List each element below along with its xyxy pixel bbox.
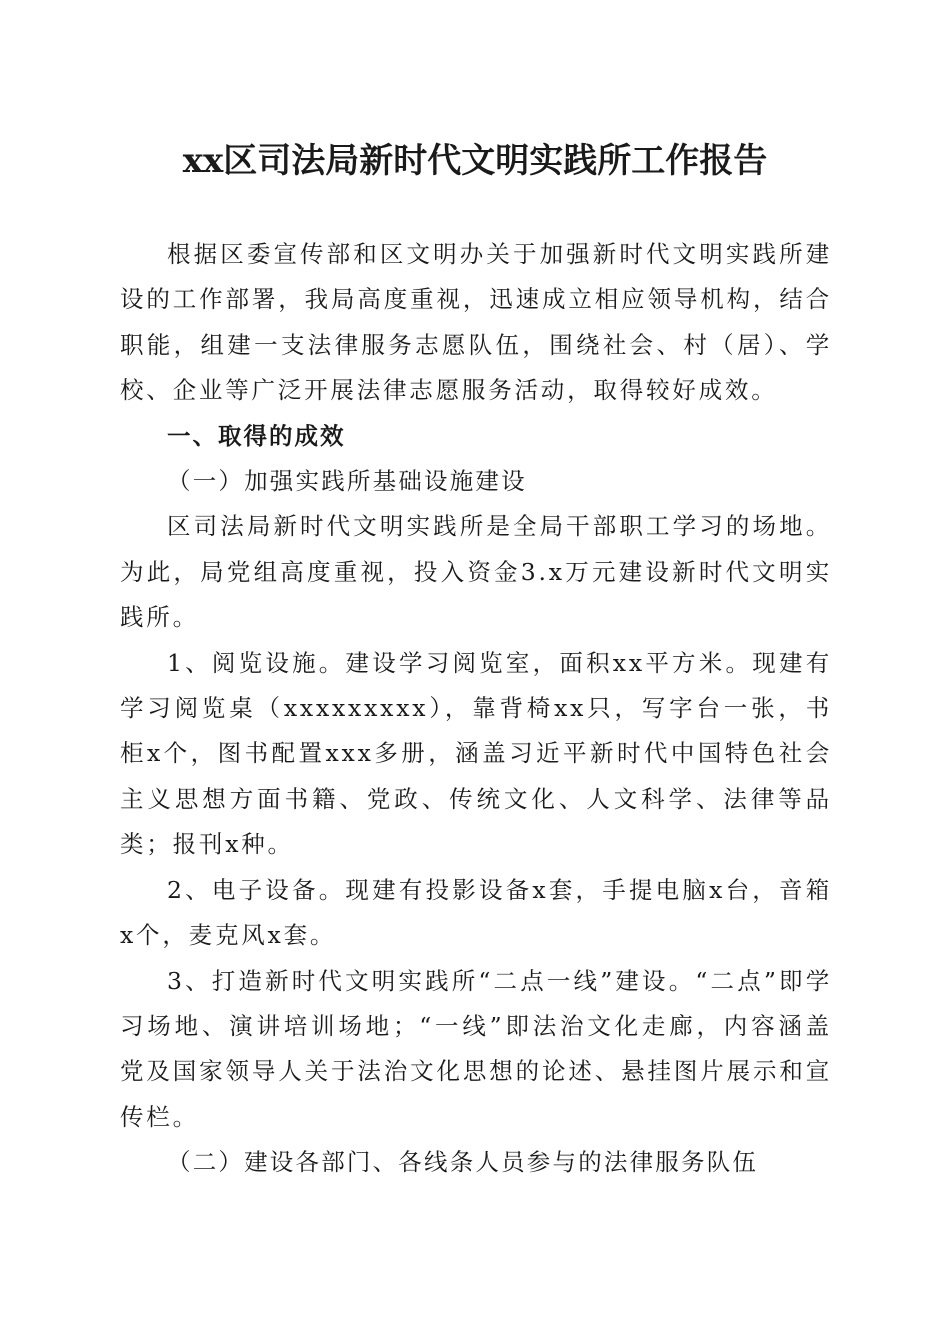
intro-paragraph: 根据区委宣传部和区文明办关于加强新时代文明实践所建设的工作部署，我局高度重视，迅速成立相应领导机构，结合职能，组建一支法律服务志愿队伍，围绕社会、村（居）、学校、企业等广泛开展法律志愿服务活动，取得较好成效。 <box>120 240 832 405</box>
subsection-heading-legal-team: （二）建设各部门、各线条人员参与的法律服务队伍 <box>167 1148 759 1177</box>
document-title: xx区司法局新时代文明实践所工作报告 <box>182 141 768 181</box>
paragraph-two-points-one-line: 3、打造新时代文明实践所“二点一线”建设。“二点”即学习场地、演讲培训场地；“一线”即法治文化走廊，内容涵盖党及国家领导人关于法治文化思想的论述、悬挂图片展示和宣传栏。 <box>120 966 832 1131</box>
paragraph-electronic-equipment: 2、电子设备。现建有投影设备x套，手提电脑x台，音箱x个，麦克风x套。 <box>120 875 832 950</box>
subsection-heading-infrastructure: （一）加强实践所基础设施建设 <box>167 467 527 496</box>
paragraph-reading-facilities: 1、阅览设施。建设学习阅览室，面积xx平方米。现建有学习阅览桌（xxxxxxxxx），靠背椅xx只，写字台一张，书柜x个，图书配置xxx多册，涵盖习近平新时代中国特色社会主义思想方面书籍、党政、传统文化、人文科学、法律等品类；报刊x种。 <box>120 648 832 859</box>
paragraph-practice-venue: 区司法局新时代文明实践所是全局干部职工学习的场地。为此，局党组高度重视，投入资金3.x万元建设新时代文明实践所。 <box>120 512 832 632</box>
document-body <box>120 232 832 1186</box>
section-heading-achievements: 一、取得的成效 <box>167 421 346 450</box>
